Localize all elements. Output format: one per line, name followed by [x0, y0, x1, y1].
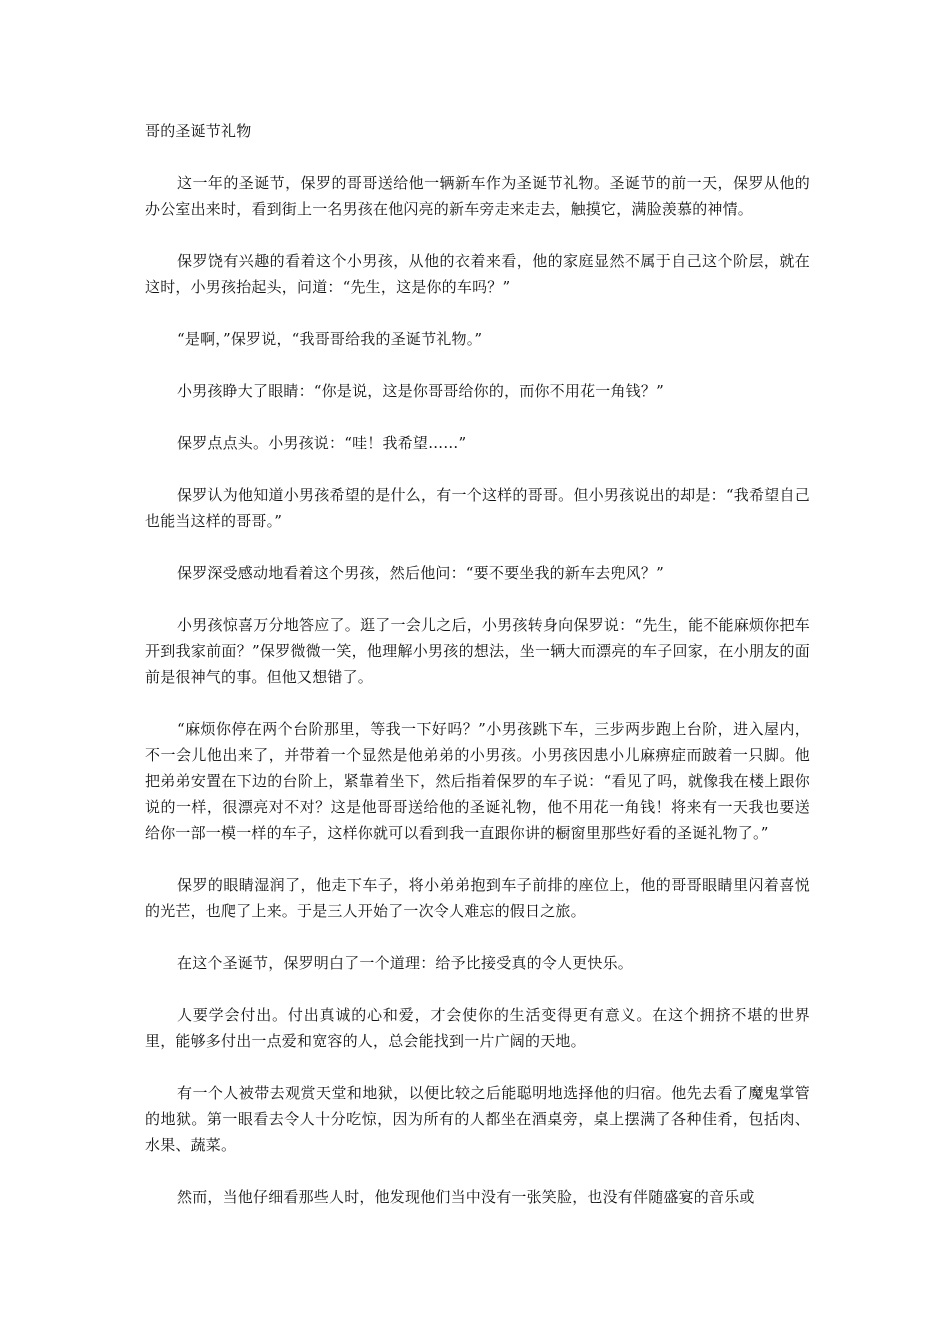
paragraph: 小男孩睁大了眼睛：“你是说，这是你哥哥给你的，而你不用花一角钱？”	[177, 382, 664, 400]
paragraph: 保罗深受感动地看着这个男孩，然后他问：“要不要坐我的新车去兜风？”	[177, 564, 664, 582]
paragraph: 有一个人被带去观赏天堂和地狱，以便比较之后能聪明地选择他的归宿。他先去看了魔鬼掌管的地狱。第一眼看去令人十分吃惊，因为所有的人都坐在酒桌旁，桌上摆满了各种佳肴，包括肉、水果、蔬菜。	[145, 1084, 810, 1154]
paragraph: “是啊，”保罗说，“我哥哥给我的圣诞节礼物。”	[177, 330, 483, 348]
paragraph: 小男孩惊喜万分地答应了。逛了一会儿之后，小男孩转身向保罗说：“先生，能不能麻烦你把车开到我家前面？”保罗微微一笑，他理解小男孩的想法，坐一辆大而漂亮的车子回家，在小朋友的面前是很神气的事。但他又想错了。	[145, 616, 810, 686]
paragraph: “麻烦你停在两个台阶那里，等我一下好吗？”小男孩跳下车，三步两步跑上台阶，进入屋内，不一会儿他出来了，并带着一个显然是他弟弟的小男孩。小男孩因患小儿麻痹症而跛着一只脚。他把弟弟安置在下边的台阶上，紧靠着坐下，然后指着保罗的车子说：“看见了吗，就像我在楼上跟你说的一样，很漂亮对不对？这是他哥哥送给他的圣诞礼物，他不用花一角钱！将来有一天我也要送给你一部一模一样的车子，这样你就可以看到我一直跟你讲的橱窗里那些好看的圣诞礼物了。”	[145, 720, 810, 842]
paragraph: 在这个圣诞节，保罗明白了一个道理：给予比接受真的令人更快乐。	[177, 954, 634, 972]
paragraph: 保罗认为他知道小男孩希望的是什么，有一个这样的哥哥。但小男孩说出的却是：“我希望自己也能当这样的哥哥。”	[145, 486, 810, 530]
document-page	[145, 118, 810, 1210]
paragraph: 保罗饶有兴趣的看着这个小男孩，从他的衣着来看，他的家庭显然不属于自己这个阶层，就在这时，小男孩抬起头，问道：“先生，这是你的车吗？”	[145, 252, 810, 296]
paragraph: 然而，当他仔细看那些人时，他发现他们当中没有一张笑脸，也没有伴随盛宴的音乐或	[177, 1188, 755, 1206]
paragraph: 人要学会付出。付出真诚的心和爱，才会使你的生活变得更有意义。在这个拥挤不堪的世界里，能够多付出一点爱和宽容的人，总会能找到一片广阔的天地。	[145, 1006, 810, 1050]
paragraph: 保罗点点头。小男孩说：“哇！我希望……”	[177, 434, 467, 452]
paragraph: 保罗的眼睛湿润了，他走下车子，将小弟弟抱到车子前排的座位上，他的哥哥眼睛里闪着喜悦的光芒，也爬了上来。于是三人开始了一次令人难忘的假日之旅。	[145, 876, 810, 920]
paragraph: 这一年的圣诞节，保罗的哥哥送给他一辆新车作为圣诞节礼物。圣诞节的前一天，保罗从他的办公室出来时，看到街上一名男孩在他闪亮的新车旁走来走去，触摸它，满脸羡慕的神情。	[145, 174, 810, 218]
document-title: 哥的圣诞节礼物	[145, 122, 252, 140]
